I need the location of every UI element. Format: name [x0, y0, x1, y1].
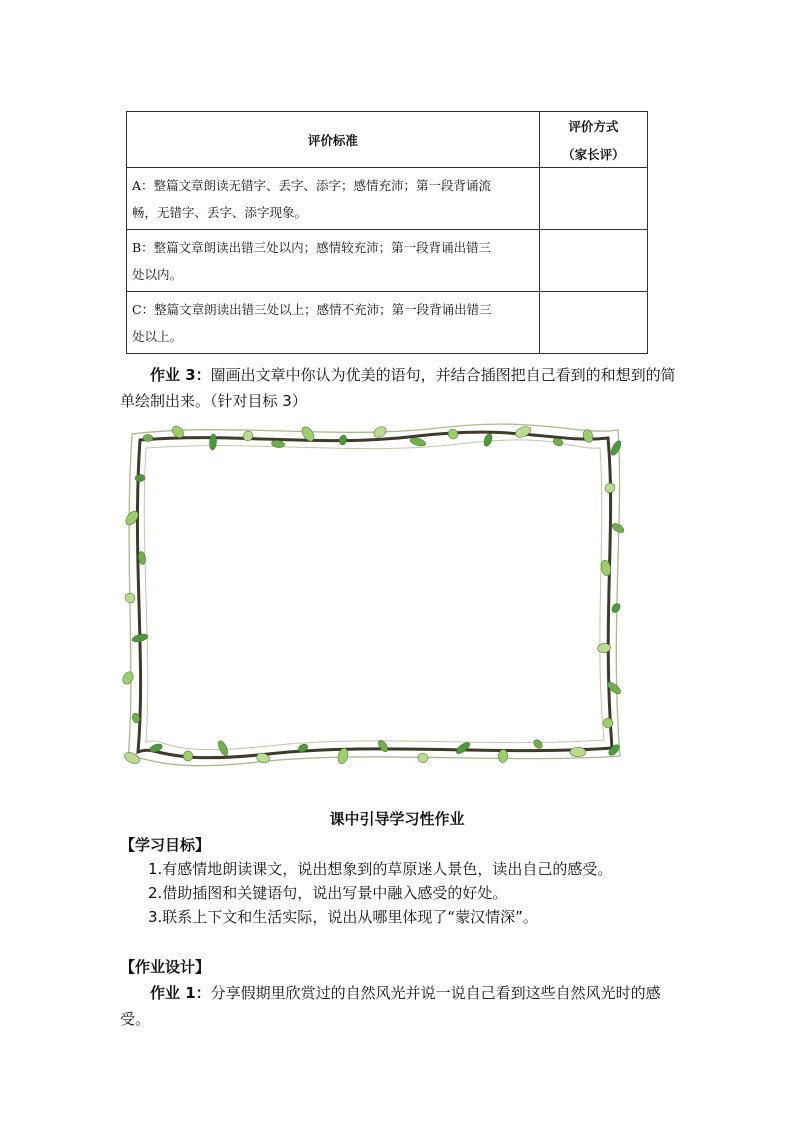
table-row — [127, 230, 648, 292]
method-cell-c — [539, 292, 647, 354]
leaf-icon — [610, 602, 622, 614]
leaf-icon — [131, 633, 148, 644]
leaf-icon — [532, 738, 544, 750]
leaf-decorations — [121, 424, 626, 766]
criteria-text: 处以上。 — [132, 329, 183, 344]
goal-item-1: 1.有感情地朗读课文，说出想象到的草原迷人景色，读出自己的感受。 — [148, 860, 613, 878]
leaf-icon — [409, 436, 426, 447]
leaf-icon — [611, 522, 626, 535]
leaf-icon — [603, 718, 613, 728]
leaf-icon — [417, 753, 428, 764]
table-row — [127, 292, 648, 354]
homework-1-paragraph — [120, 980, 680, 1032]
header-method-line2: （家长评） — [562, 146, 625, 162]
homework-1-text: 分享假期里欣赏过的自然风光并说一说自己看到这些自然风光时的感受。 — [120, 984, 661, 1028]
leaf-icon — [609, 439, 623, 456]
homework-1-label: 作业 1： — [150, 984, 211, 1002]
leaf-icon — [241, 429, 255, 443]
header-criteria: 评价标准 — [127, 112, 540, 168]
leaf-icon — [121, 670, 136, 686]
homework-3-text: 圈画出文章中你认为优美的语句，并结合插图把自己看到的和想到的简单绘制出来。（针对目标 3） — [120, 366, 676, 410]
homework-3-label: 作业 3： — [150, 366, 211, 384]
criteria-text: B：整篇文章朗读出错三处以内；感情较充沛；第一段背诵出错三 — [132, 240, 492, 255]
leaf-icon — [372, 425, 388, 440]
header-method-line1: 评价方式 — [568, 118, 619, 134]
leaf-icon — [123, 591, 137, 604]
leaf-icon — [143, 435, 153, 442]
leaf-icon — [182, 750, 194, 763]
homework-3-paragraph — [120, 362, 680, 414]
leaf-icon — [339, 434, 348, 445]
method-cell-b — [539, 230, 647, 292]
design-heading: 【作业设计】 — [120, 958, 211, 976]
leaf-icon — [604, 482, 616, 494]
leaf-icon — [482, 433, 493, 448]
criteria-text: A：整篇文章朗读无错字、丢字、添字；感情充沛；第一段背诵流 — [132, 178, 492, 193]
criteria-text: C：整篇文章朗读出错三处以上；感情不充沛；第一段背诵出错三 — [132, 302, 492, 317]
criteria-cell-a — [127, 168, 540, 230]
method-cell-a — [539, 168, 647, 230]
learning-goals-heading: 【学习目标】 — [120, 836, 211, 854]
goal-item-2: 2.借助插图和关键语句，说出写景中融入感受的好处。 — [148, 884, 508, 902]
evaluation-table — [126, 111, 648, 354]
criteria-cell-b — [127, 230, 540, 292]
table-row — [127, 168, 648, 230]
section-title: 课中引导学习性作业 — [329, 810, 465, 828]
criteria-text: 处以内。 — [132, 267, 183, 282]
vine-drawing-frame — [118, 418, 630, 770]
leaf-icon — [455, 740, 472, 755]
criteria-cell-c — [127, 292, 540, 354]
leaf-icon — [135, 474, 146, 482]
leaf-icon — [570, 747, 586, 757]
criteria-text: 畅，无错字、丢字、添字现象。 — [132, 205, 308, 220]
goal-item-3: 3.联系上下文和生活实际，说出从哪里体现了“蒙汉情深”。 — [148, 908, 538, 926]
leaf-icon — [514, 425, 532, 440]
table-header-row — [127, 112, 648, 168]
leaf-icon — [216, 739, 229, 756]
leaf-icon — [447, 427, 460, 440]
header-method — [539, 112, 647, 168]
